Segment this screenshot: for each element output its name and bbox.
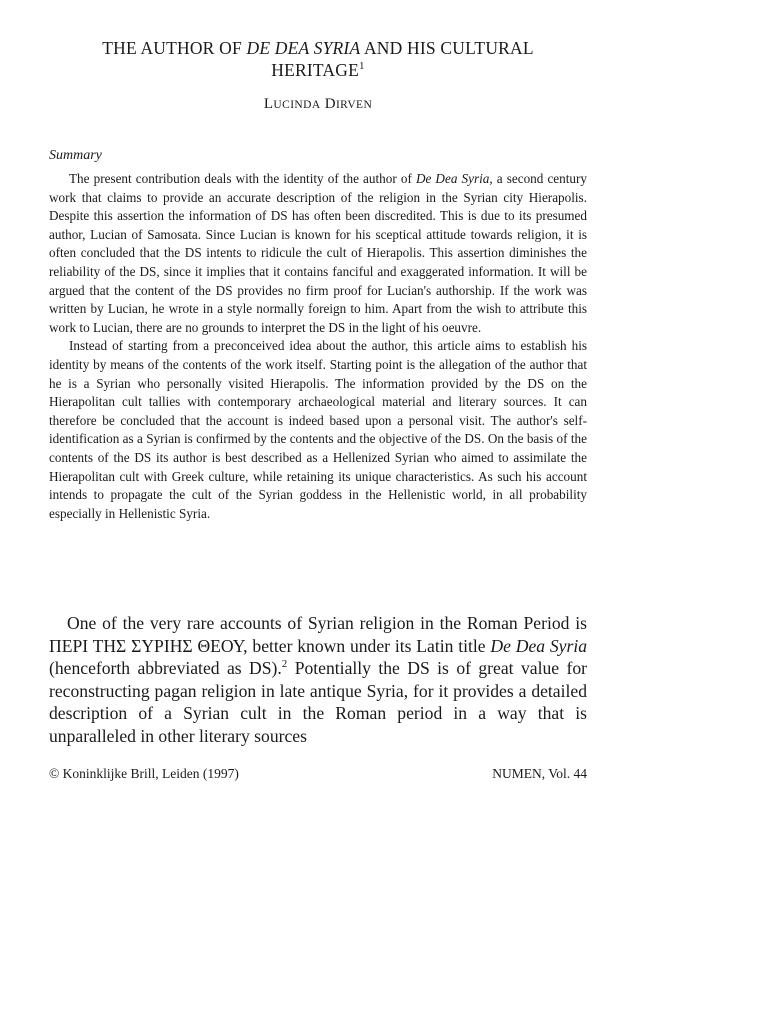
summary-p1-italic: De Dea Syria xyxy=(415,171,490,186)
summary-p1-part2: , a second century work that claims to provide an accurate description of the religion in the Syrian city Hierapolis. Despite this assertion the information of DS has often been discredited. This is due to its presumed author, Lucian of Samosata. Since Lucian is known for his sceptical attitude towards religion, it is often concluded that the DS intents to ridicule the cult of Hierapolis. This assertion diminishes the reliability of the DS, since it implies that it contains fanciful and exaggerated information. It will be argued that the content of the DS provides no firm proof for Lucian's authorship. If the work was written by Lucian, he wrote in a style normally foreign to him. Apart from the wish to attribute this work to Lucian, there are no grounds to interpret the DS in the light of his oeuvre. xyxy=(49,171,587,335)
title-line-2: HERITAGE xyxy=(271,60,359,80)
footer-copyright: © Koninklijke Brill, Leiden (1997) xyxy=(49,766,239,781)
body-part3: Potentially the DS is of great value for reconstructing pagan religion in late antique Syria, for it provides a detailed description of a Syrian cult in the Roman period in a way that is unparalleled in other literary sources xyxy=(49,658,587,746)
author-name xyxy=(49,96,587,113)
article-title xyxy=(49,37,587,81)
author-last-initial: D xyxy=(324,96,336,112)
body-paragraph-1 xyxy=(49,612,587,747)
body-text xyxy=(49,612,587,747)
author-first-initial: L xyxy=(263,96,274,112)
page-footer xyxy=(49,766,587,782)
summary-paragraph-2: Instead of starting from a preconceived idea about the author, this article aims to establish his identity by means of the contents of the work itself. Starting point is the allegation of the author that he is a Syrian who personally visited Hierapolis. The information provided by the DS on the Hierapolitan cult tallies with contemporary archaeological material and literary sources. It can therefore be concluded that the account is indeed based upon a personal visit. The author's self-identification as a Syrian is confirmed by the contents and the objective of the DS. On the basis of the contents of the DS its author is best described as a Hellenized Syrian who aimed to assimilate the Hierapolitan cult with Greek culture, while retaining its unique characteristics. As such his account intends to propagate the cult of the Syrian goddess in the Hellenistic world, in all probability especially in Hellenistic Syria. xyxy=(49,338,587,521)
author-last-rest: IRVEN xyxy=(335,99,373,111)
summary-paragraph-1 xyxy=(49,170,587,337)
footer-journal: NUMEN, Vol. 44 xyxy=(492,766,587,781)
body-part1: One of the very rare accounts of Syrian religion in the Roman Period is ΠΕΡΙ ΤΗΣ ΣΥΡΙΗΣ ΘΕΟΥ, better known under its Latin title xyxy=(49,613,587,656)
body-footnote-marker: 2 xyxy=(281,658,288,670)
title-part-before: THE AUTHOR OF xyxy=(102,38,247,58)
body-part2: (henceforth abbreviated as DS). xyxy=(49,658,282,678)
title-footnote-marker: 1 xyxy=(358,60,365,72)
summary-heading: Summary xyxy=(49,148,102,163)
summary-abstract xyxy=(49,170,587,523)
body-italic-title: De Dea Syria xyxy=(490,635,587,656)
author-first-rest: UCINDA xyxy=(273,99,321,111)
summary-p1-part1: The present contribution deals with the identity of the author of xyxy=(69,171,416,186)
title-part-after: AND HIS CULTURAL xyxy=(360,38,534,58)
title-italic: DE DEA SYRIA xyxy=(246,38,361,58)
